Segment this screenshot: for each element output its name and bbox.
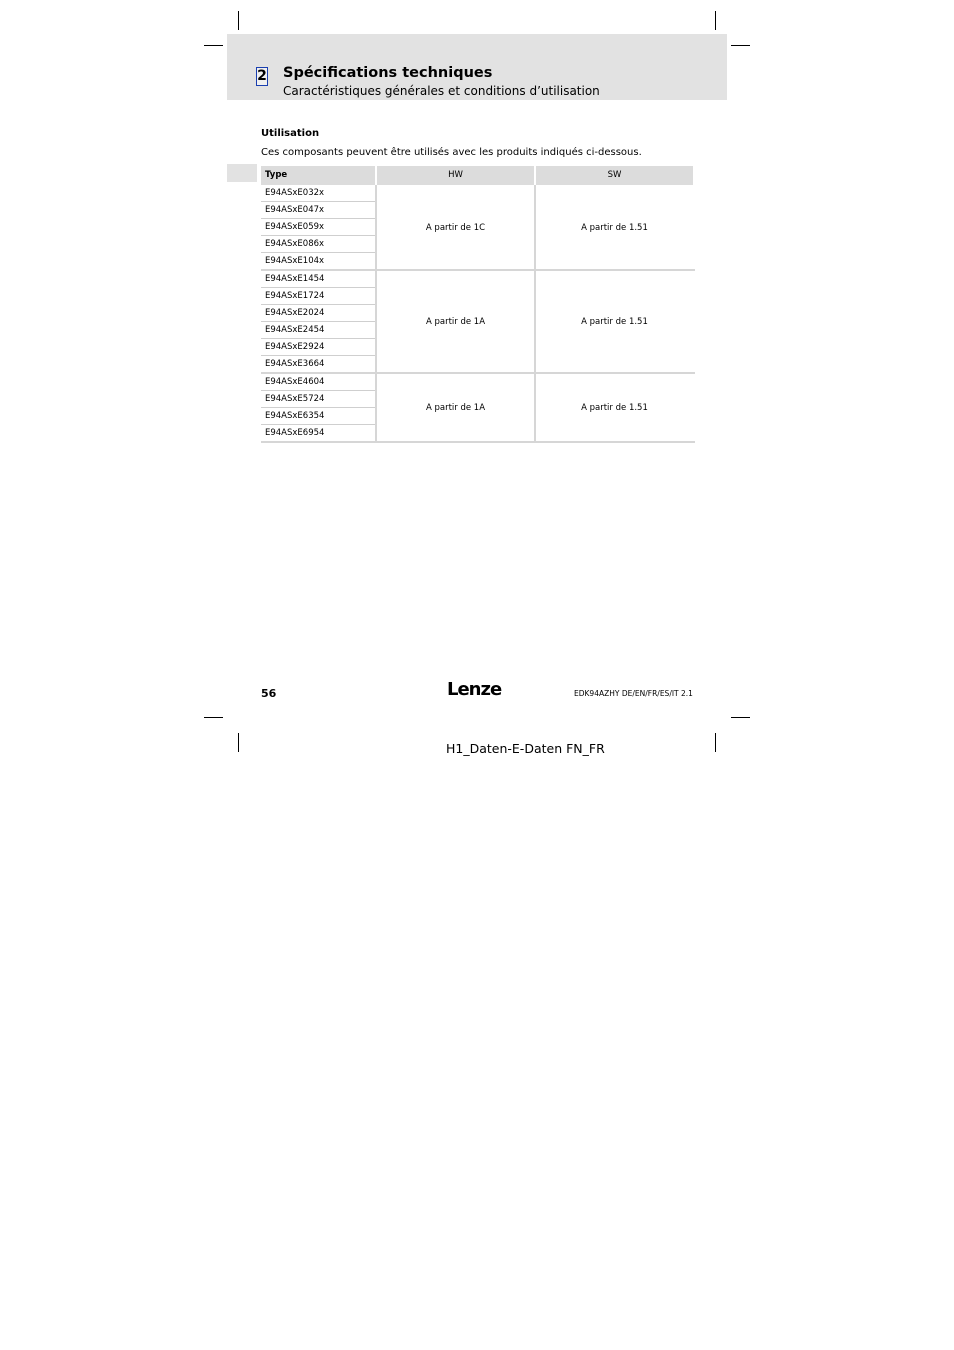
type-cell: E94ASxE2024 [261,305,375,322]
type-cell: E94ASxE086x [261,236,375,253]
crop-mark [715,11,716,30]
group-divider [261,441,695,443]
hw-cell: A partir de 1A [425,403,486,413]
column-divider [375,185,377,443]
section-heading: Utilisation [261,128,320,139]
type-cell: E94ASxE104x [261,253,375,270]
crop-mark [238,733,239,752]
header-sw: SW [536,166,693,185]
crop-mark [238,11,239,30]
column-divider [534,185,536,443]
document-code: EDK94AZHY DE/EN/FR/ES/IT 2.1 [574,689,693,698]
header-type: Type [261,166,375,185]
page-subtitle: Caractéristiques générales et conditions d’utilisation [283,84,600,98]
chapter-number: 2 [257,68,267,84]
type-cell: E94ASxE2454 [261,322,375,339]
hw-cell: A partir de 1C [425,222,486,233]
crop-mark [731,717,750,718]
type-cell: E94ASxE6354 [261,408,375,425]
page-title: Spécifications techniques [283,65,493,81]
page-number: 56 [261,687,277,700]
intro-text: Ces composants peuvent être utilisés avec les produits indiqués ci-dessous. [261,147,642,158]
type-cell: E94ASxE4604 [261,374,375,391]
crop-mark [731,45,750,46]
type-cell: E94ASxE047x [261,202,375,219]
side-tab [227,164,257,182]
crop-mark [204,45,223,46]
hw-cell: A partir de 1A [425,317,486,327]
type-cell: E94ASxE1454 [261,271,375,288]
sw-cell: A partir de 1.51 [581,317,648,327]
file-label: H1_Daten-E-Daten FN_FR [446,741,605,756]
crop-mark [204,717,223,718]
type-cell: E94ASxE032x [261,185,375,202]
type-cell: E94ASxE5724 [261,391,375,408]
type-cell: E94ASxE2924 [261,339,375,356]
type-cell: E94ASxE1724 [261,288,375,305]
crop-mark [715,733,716,752]
type-cell: E94ASxE6954 [261,425,375,442]
sw-cell: A partir de 1.51 [581,403,648,413]
type-cell: E94ASxE059x [261,219,375,236]
lenze-logo: Lenze [447,679,502,700]
sw-cell: A partir de 1.51 [581,222,648,233]
type-cell: E94ASxE3664 [261,356,375,373]
header-hw: HW [377,166,534,185]
